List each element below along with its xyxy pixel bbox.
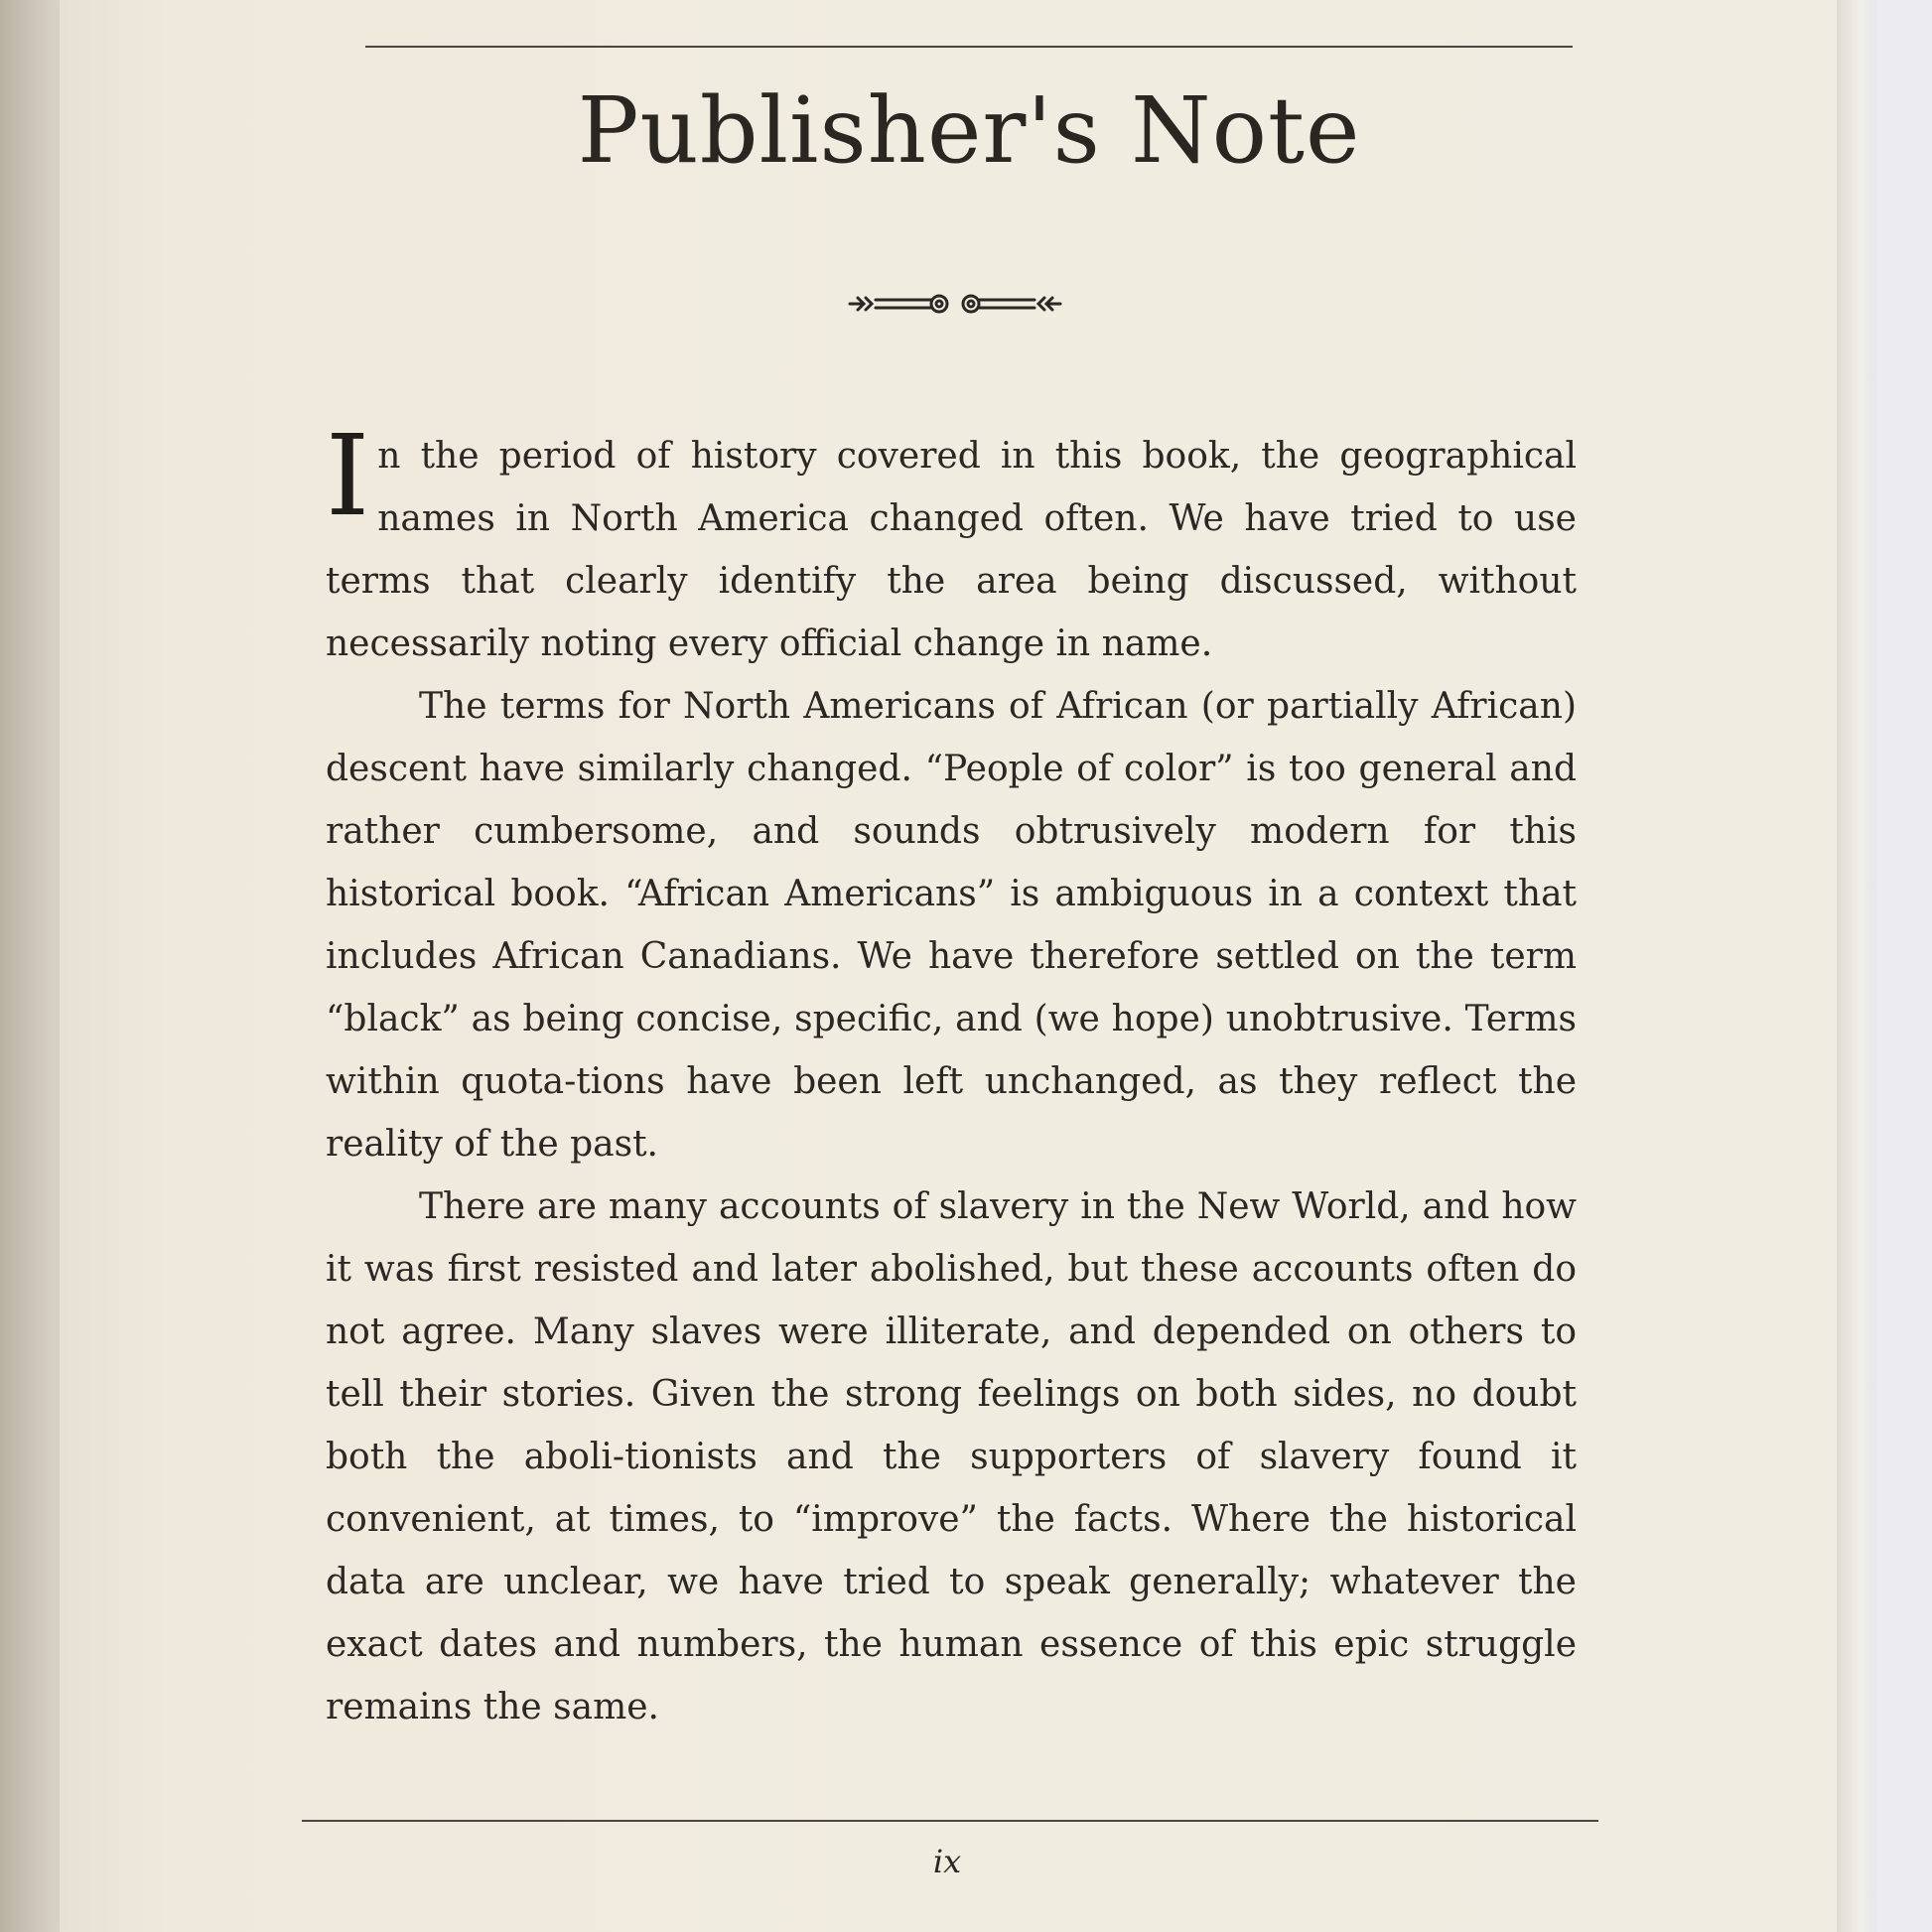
page-edges [1837, 0, 1876, 1932]
body-text [326, 412, 1577, 1738]
paragraph-1-text: n the period of history covered in this book, the geographical names in North America changed often. We have tried to use terms that clearly identify the area being discussed, without necessarily noting every official change in name. [326, 436, 1577, 664]
paragraph-1 [326, 412, 1577, 675]
drop-cap: I [326, 412, 370, 541]
paragraph-2: The terms for North Americans of African (or partially African) descent have similarly changed. “People of color” is too general and rather cumbersome, and sounds obtrusively modern for this historical book. “African Americans” is ambiguous in a context that includes African Canadians. We have therefore settled on the term “black” as being concise, specific, and (we hope) unobtrusive. Terms within quota-tions have been left unchanged, as they reflect the reality of the past. [326, 686, 1577, 1165]
page-title: Publisher's Note [577, 77, 1361, 184]
bottom-rule [302, 1820, 1598, 1822]
top-rule [365, 46, 1573, 48]
paragraph-3: There are many accounts of slavery in the New World, and how it was first resisted and later abolished, but these accounts often do not agree. Many slaves were illiterate, and depended on others to tell their stories. Given the strong feelings on both sides, no doubt both the aboli-tionists and the supporters of slavery found it convenient, at times, to “improve” the facts. Where the historical data are unclear, we have tried to speak generally; whatever the exact dates and numbers, the human essence of this epic struggle remains the same. [326, 1186, 1577, 1727]
page-number: ix [932, 1843, 962, 1880]
scroll-flourish-icon [846, 284, 1064, 324]
